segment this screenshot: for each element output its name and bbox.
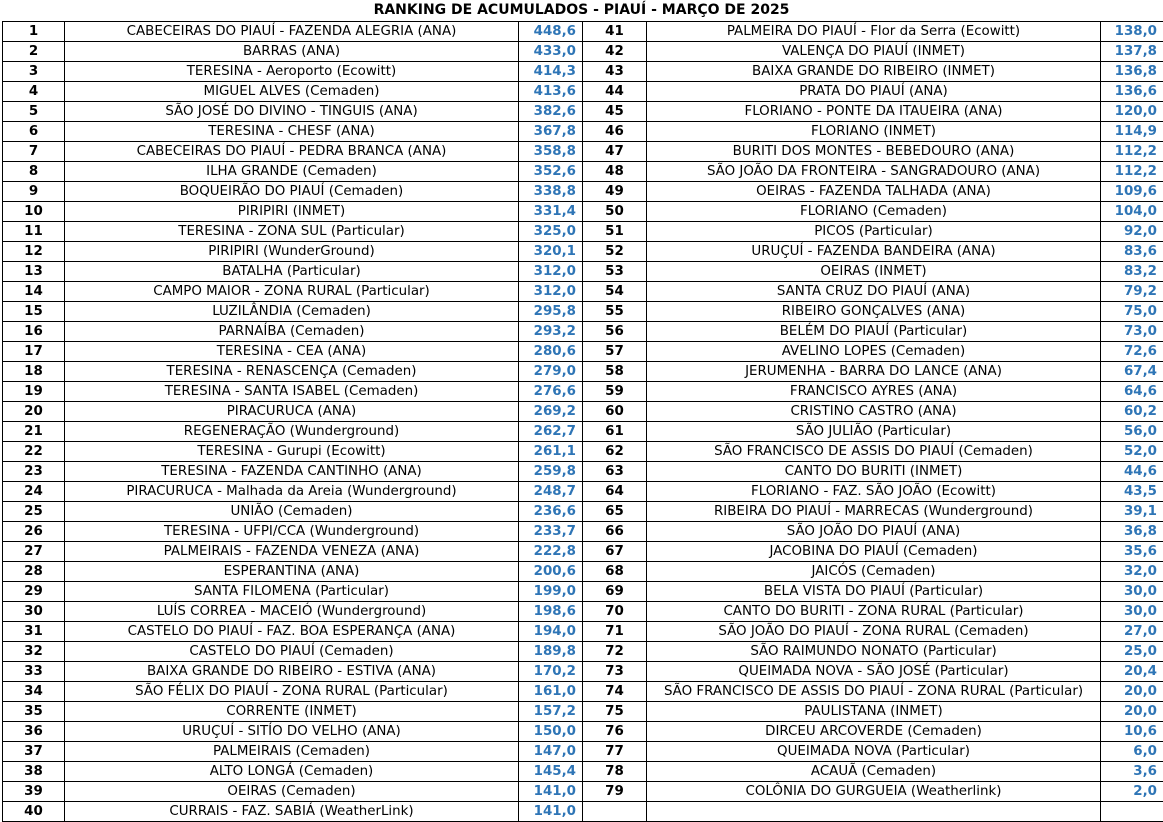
left-rank-cell: 11 xyxy=(3,222,65,242)
left-station-name-cell: TERESINA - Gurupi (Ecowitt) xyxy=(65,442,519,462)
right-rainfall-value-cell: 73,0 xyxy=(1101,322,1163,342)
left-rainfall-value-cell: 331,4 xyxy=(519,202,583,222)
left-rank-cell: 22 xyxy=(3,442,65,462)
left-station-name-cell: TERESINA - UFPI/CCA (Wunderground) xyxy=(65,522,519,542)
right-rainfall-value-cell: 30,0 xyxy=(1101,602,1163,622)
right-rank-cell: 67 xyxy=(583,542,647,562)
left-rank-cell: 28 xyxy=(3,562,65,582)
ranking-table-body xyxy=(3,22,1163,822)
left-rank-cell: 4 xyxy=(3,82,65,102)
right-rainfall-value-cell: 27,0 xyxy=(1101,622,1163,642)
table-row xyxy=(3,322,1163,342)
right-rank-cell: 52 xyxy=(583,242,647,262)
right-station-name-cell: ACAUÃ (Cemaden) xyxy=(647,762,1101,782)
left-rank-cell: 37 xyxy=(3,742,65,762)
right-station-name-cell: BURITI DOS MONTES - BEBEDOURO (ANA) xyxy=(647,142,1101,162)
left-station-name-cell: TERESINA - SANTA ISABEL (Cemaden) xyxy=(65,382,519,402)
left-rainfall-value-cell: 248,7 xyxy=(519,482,583,502)
table-row xyxy=(3,502,1163,522)
left-station-name-cell: PIRIPIRI (INMET) xyxy=(65,202,519,222)
right-station-name-cell: COLÔNIA DO GURGUEIA (Weatherlink) xyxy=(647,782,1101,802)
left-station-name-cell: CURRAIS - FAZ. SABIÁ (WeatherLink) xyxy=(65,802,519,822)
left-rank-cell: 15 xyxy=(3,302,65,322)
right-station-name-cell: RIBEIRA DO PIAUÍ - MARRECAS (Wunderground) xyxy=(647,502,1101,522)
left-station-name-cell: CASTELO DO PIAUÍ - FAZ. BOA ESPERANÇA (ANA) xyxy=(65,622,519,642)
right-rank-cell: 45 xyxy=(583,102,647,122)
left-rainfall-value-cell: 367,8 xyxy=(519,122,583,142)
left-rank-cell: 30 xyxy=(3,602,65,622)
right-rank-cell: 41 xyxy=(583,22,647,42)
left-station-name-cell: TERESINA - ZONA SUL (Particular) xyxy=(65,222,519,242)
right-station-name-cell: CRISTINO CASTRO (ANA) xyxy=(647,402,1101,422)
right-rainfall-value-cell: 64,6 xyxy=(1101,382,1163,402)
right-rank-cell: 57 xyxy=(583,342,647,362)
table-row xyxy=(3,82,1163,102)
left-rainfall-value-cell: 259,8 xyxy=(519,462,583,482)
left-station-name-cell: CAMPO MAIOR - ZONA RURAL (Particular) xyxy=(65,282,519,302)
left-rank-cell: 39 xyxy=(3,782,65,802)
left-rank-cell: 20 xyxy=(3,402,65,422)
table-row xyxy=(3,782,1163,802)
left-rainfall-value-cell: 320,1 xyxy=(519,242,583,262)
left-station-name-cell: ILHA GRANDE (Cemaden) xyxy=(65,162,519,182)
right-rank-cell: 74 xyxy=(583,682,647,702)
right-station-name-cell: JAICÓS (Cemaden) xyxy=(647,562,1101,582)
left-station-name-cell: PALMEIRAIS (Cemaden) xyxy=(65,742,519,762)
right-rank-cell: 42 xyxy=(583,42,647,62)
right-rainfall-value-cell: 120,0 xyxy=(1101,102,1163,122)
left-station-name-cell: BOQUEIRÃO DO PIAUÍ (Cemaden) xyxy=(65,182,519,202)
right-rainfall-value-cell: 79,2 xyxy=(1101,282,1163,302)
left-rainfall-value-cell: 233,7 xyxy=(519,522,583,542)
left-rainfall-value-cell: 280,6 xyxy=(519,342,583,362)
table-row xyxy=(3,442,1163,462)
left-rank-cell: 6 xyxy=(3,122,65,142)
right-rank-cell: 66 xyxy=(583,522,647,542)
left-rainfall-value-cell: 157,2 xyxy=(519,702,583,722)
left-rank-cell: 36 xyxy=(3,722,65,742)
right-rainfall-value-cell: 52,0 xyxy=(1101,442,1163,462)
left-station-name-cell: BARRAS (ANA) xyxy=(65,42,519,62)
left-rank-cell: 27 xyxy=(3,542,65,562)
right-station-name-cell: PALMEIRA DO PIAUÍ - Flor da Serra (Ecowitt) xyxy=(647,22,1101,42)
ranking-table xyxy=(2,21,1163,822)
right-rank-cell: 71 xyxy=(583,622,647,642)
left-station-name-cell: SÃO FÉLIX DO PIAUÍ - ZONA RURAL (Particular) xyxy=(65,682,519,702)
left-rank-cell: 19 xyxy=(3,382,65,402)
left-rank-cell: 13 xyxy=(3,262,65,282)
table-row xyxy=(3,662,1163,682)
right-rank-cell: 73 xyxy=(583,662,647,682)
right-rainfall-value-cell: 92,0 xyxy=(1101,222,1163,242)
right-rainfall-value-cell: 36,8 xyxy=(1101,522,1163,542)
right-rainfall-value-cell: 112,2 xyxy=(1101,162,1163,182)
left-rank-cell: 1 xyxy=(3,22,65,42)
left-rainfall-value-cell: 199,0 xyxy=(519,582,583,602)
left-rainfall-value-cell: 448,6 xyxy=(519,22,583,42)
right-rainfall-value-cell: 112,2 xyxy=(1101,142,1163,162)
left-station-name-cell: LUÍS CORREA - MACEIÓ (Wunderground) xyxy=(65,602,519,622)
left-rainfall-value-cell: 145,4 xyxy=(519,762,583,782)
left-rainfall-value-cell: 147,0 xyxy=(519,742,583,762)
left-station-name-cell: TERESINA - FAZENDA CANTINHO (ANA) xyxy=(65,462,519,482)
right-rainfall-value-cell: 136,6 xyxy=(1101,82,1163,102)
right-rank-cell: 51 xyxy=(583,222,647,242)
left-rainfall-value-cell: 222,8 xyxy=(519,542,583,562)
right-rainfall-value-cell: 104,0 xyxy=(1101,202,1163,222)
left-rank-cell: 35 xyxy=(3,702,65,722)
right-rank-cell: 58 xyxy=(583,362,647,382)
left-station-name-cell: URUÇUÍ - SITÍO DO VELHO (ANA) xyxy=(65,722,519,742)
left-rank-cell: 25 xyxy=(3,502,65,522)
left-rainfall-value-cell: 352,6 xyxy=(519,162,583,182)
left-rainfall-value-cell: 161,0 xyxy=(519,682,583,702)
right-rank-cell: 53 xyxy=(583,262,647,282)
table-row xyxy=(3,142,1163,162)
left-rank-cell: 31 xyxy=(3,622,65,642)
right-rainfall-value-cell: 20,0 xyxy=(1101,682,1163,702)
right-station-name-cell: SÃO JOÃO DA FRONTEIRA - SANGRADOURO (ANA) xyxy=(647,162,1101,182)
left-rainfall-value-cell: 269,2 xyxy=(519,402,583,422)
right-rainfall-value-cell: 3,6 xyxy=(1101,762,1163,782)
sheet-title: RANKING DE ACUMULADOS - PIAUÍ - MARÇO DE 2025 xyxy=(373,2,790,18)
left-station-name-cell: BATALHA (Particular) xyxy=(65,262,519,282)
right-rainfall-value-cell: 25,0 xyxy=(1101,642,1163,662)
right-rainfall-value-cell xyxy=(1101,802,1163,822)
left-station-name-cell: BAIXA GRANDE DO RIBEIRO - ESTIVA (ANA) xyxy=(65,662,519,682)
left-rainfall-value-cell: 170,2 xyxy=(519,662,583,682)
left-rainfall-value-cell: 433,0 xyxy=(519,42,583,62)
right-station-name-cell: JACOBINA DO PIAUÍ (Cemaden) xyxy=(647,542,1101,562)
left-rainfall-value-cell: 413,6 xyxy=(519,82,583,102)
left-rank-cell: 10 xyxy=(3,202,65,222)
right-rainfall-value-cell: 109,6 xyxy=(1101,182,1163,202)
right-station-name-cell: PICOS (Particular) xyxy=(647,222,1101,242)
left-rank-cell: 32 xyxy=(3,642,65,662)
left-rank-cell: 17 xyxy=(3,342,65,362)
left-rainfall-value-cell: 198,6 xyxy=(519,602,583,622)
right-rank-cell: 76 xyxy=(583,722,647,742)
right-station-name-cell: QUEIMADA NOVA (Particular) xyxy=(647,742,1101,762)
table-row xyxy=(3,222,1163,242)
left-rainfall-value-cell: 293,2 xyxy=(519,322,583,342)
left-rainfall-value-cell: 141,0 xyxy=(519,782,583,802)
left-rainfall-value-cell: 261,1 xyxy=(519,442,583,462)
left-station-name-cell: ESPERANTINA (ANA) xyxy=(65,562,519,582)
table-row xyxy=(3,302,1163,322)
left-rank-cell: 5 xyxy=(3,102,65,122)
left-rank-cell: 29 xyxy=(3,582,65,602)
table-row xyxy=(3,342,1163,362)
right-rainfall-value-cell: 56,0 xyxy=(1101,422,1163,442)
right-station-name-cell xyxy=(647,802,1101,822)
table-row xyxy=(3,762,1163,782)
right-station-name-cell: OEIRAS (INMET) xyxy=(647,262,1101,282)
left-rainfall-value-cell: 414,3 xyxy=(519,62,583,82)
right-station-name-cell: BELÉM DO PIAUÍ (Particular) xyxy=(647,322,1101,342)
right-rainfall-value-cell: 114,9 xyxy=(1101,122,1163,142)
right-rank-cell: 44 xyxy=(583,82,647,102)
left-rainfall-value-cell: 312,0 xyxy=(519,282,583,302)
left-station-name-cell: MIGUEL ALVES (Cemaden) xyxy=(65,82,519,102)
left-rainfall-value-cell: 382,6 xyxy=(519,102,583,122)
left-rank-cell: 34 xyxy=(3,682,65,702)
right-rank-cell: 68 xyxy=(583,562,647,582)
left-rank-cell: 26 xyxy=(3,522,65,542)
right-rank-cell: 79 xyxy=(583,782,647,802)
left-station-name-cell: TERESINA - RENASCENÇA (Cemaden) xyxy=(65,362,519,382)
left-station-name-cell: REGENERAÇÃO (Wunderground) xyxy=(65,422,519,442)
right-station-name-cell: VALENÇA DO PIAUÍ (INMET) xyxy=(647,42,1101,62)
right-station-name-cell: BELA VISTA DO PIAUÍ (Particular) xyxy=(647,582,1101,602)
left-rainfall-value-cell: 141,0 xyxy=(519,802,583,822)
right-rainfall-value-cell: 60,2 xyxy=(1101,402,1163,422)
right-rank-cell: 64 xyxy=(583,482,647,502)
left-rank-cell: 2 xyxy=(3,42,65,62)
left-rainfall-value-cell: 312,0 xyxy=(519,262,583,282)
right-rainfall-value-cell: 35,6 xyxy=(1101,542,1163,562)
right-station-name-cell: RIBEIRO GONÇALVES (ANA) xyxy=(647,302,1101,322)
left-station-name-cell: TERESINA - Aeroporto (Ecowitt) xyxy=(65,62,519,82)
right-rank-cell: 77 xyxy=(583,742,647,762)
right-station-name-cell: SÃO JOÃO DO PIAUÍ - ZONA RURAL (Cemaden) xyxy=(647,622,1101,642)
left-rank-cell: 21 xyxy=(3,422,65,442)
table-row xyxy=(3,42,1163,62)
left-station-name-cell: PALMEIRAIS - FAZENDA VENEZA (ANA) xyxy=(65,542,519,562)
right-station-name-cell: OEIRAS - FAZENDA TALHADA (ANA) xyxy=(647,182,1101,202)
right-station-name-cell: CANTO DO BURITI (INMET) xyxy=(647,462,1101,482)
left-rank-cell: 33 xyxy=(3,662,65,682)
right-station-name-cell: JERUMENHA - BARRA DO LANCE (ANA) xyxy=(647,362,1101,382)
right-rank-cell: 46 xyxy=(583,122,647,142)
right-rainfall-value-cell: 2,0 xyxy=(1101,782,1163,802)
right-rainfall-value-cell: 39,1 xyxy=(1101,502,1163,522)
right-rainfall-value-cell: 72,6 xyxy=(1101,342,1163,362)
right-station-name-cell: FLORIANO (INMET) xyxy=(647,122,1101,142)
right-rank-cell: 49 xyxy=(583,182,647,202)
left-rank-cell: 18 xyxy=(3,362,65,382)
table-row xyxy=(3,722,1163,742)
table-row xyxy=(3,382,1163,402)
right-rainfall-value-cell: 30,0 xyxy=(1101,582,1163,602)
right-station-name-cell: AVELINO LOPES (Cemaden) xyxy=(647,342,1101,362)
right-rainfall-value-cell: 138,0 xyxy=(1101,22,1163,42)
right-rainfall-value-cell: 44,6 xyxy=(1101,462,1163,482)
right-rank-cell: 56 xyxy=(583,322,647,342)
right-rainfall-value-cell: 43,5 xyxy=(1101,482,1163,502)
left-rainfall-value-cell: 236,6 xyxy=(519,502,583,522)
table-row xyxy=(3,482,1163,502)
right-rank-cell: 59 xyxy=(583,382,647,402)
left-station-name-cell: ALTO LONGÁ (Cemaden) xyxy=(65,762,519,782)
table-row xyxy=(3,122,1163,142)
right-rainfall-value-cell: 83,6 xyxy=(1101,242,1163,262)
table-row xyxy=(3,702,1163,722)
right-rainfall-value-cell: 32,0 xyxy=(1101,562,1163,582)
right-rank-cell xyxy=(583,802,647,822)
table-row xyxy=(3,282,1163,302)
right-rank-cell: 47 xyxy=(583,142,647,162)
right-rank-cell: 48 xyxy=(583,162,647,182)
left-station-name-cell: SANTA FILOMENA (Particular) xyxy=(65,582,519,602)
table-row xyxy=(3,182,1163,202)
right-station-name-cell: SÃO JOÃO DO PIAUÍ (ANA) xyxy=(647,522,1101,542)
right-rank-cell: 60 xyxy=(583,402,647,422)
left-rainfall-value-cell: 262,7 xyxy=(519,422,583,442)
right-rank-cell: 75 xyxy=(583,702,647,722)
left-rank-cell: 9 xyxy=(3,182,65,202)
left-rank-cell: 23 xyxy=(3,462,65,482)
table-row xyxy=(3,582,1163,602)
right-rainfall-value-cell: 83,2 xyxy=(1101,262,1163,282)
right-station-name-cell: SÃO FRANCISCO DE ASSIS DO PIAUÍ - ZONA RURAL (Particular) xyxy=(647,682,1101,702)
right-rank-cell: 63 xyxy=(583,462,647,482)
right-station-name-cell: FLORIANO (Cemaden) xyxy=(647,202,1101,222)
right-station-name-cell: FRANCISCO AYRES (ANA) xyxy=(647,382,1101,402)
left-station-name-cell: PIRACURUCA (ANA) xyxy=(65,402,519,422)
right-station-name-cell: SÃO RAIMUNDO NONATO (Particular) xyxy=(647,642,1101,662)
table-row xyxy=(3,542,1163,562)
right-rank-cell: 50 xyxy=(583,202,647,222)
right-rank-cell: 69 xyxy=(583,582,647,602)
right-rank-cell: 72 xyxy=(583,642,647,662)
left-rank-cell: 14 xyxy=(3,282,65,302)
left-station-name-cell: OEIRAS (Cemaden) xyxy=(65,782,519,802)
table-row xyxy=(3,22,1163,42)
right-rainfall-value-cell: 67,4 xyxy=(1101,362,1163,382)
left-rainfall-value-cell: 150,0 xyxy=(519,722,583,742)
table-row xyxy=(3,162,1163,182)
right-station-name-cell: BAIXA GRANDE DO RIBEIRO (INMET) xyxy=(647,62,1101,82)
table-row xyxy=(3,402,1163,422)
right-rank-cell: 54 xyxy=(583,282,647,302)
left-rainfall-value-cell: 279,0 xyxy=(519,362,583,382)
left-rainfall-value-cell: 189,8 xyxy=(519,642,583,662)
right-rainfall-value-cell: 10,6 xyxy=(1101,722,1163,742)
right-rainfall-value-cell: 20,4 xyxy=(1101,662,1163,682)
left-station-name-cell: TERESINA - CHESF (ANA) xyxy=(65,122,519,142)
left-station-name-cell: PARNAÍBA (Cemaden) xyxy=(65,322,519,342)
left-station-name-cell: TERESINA - CEA (ANA) xyxy=(65,342,519,362)
left-station-name-cell: CORRENTE (INMET) xyxy=(65,702,519,722)
right-station-name-cell: PAULISTANA (INMET) xyxy=(647,702,1101,722)
right-rainfall-value-cell: 137,8 xyxy=(1101,42,1163,62)
left-rank-cell: 12 xyxy=(3,242,65,262)
right-station-name-cell: CANTO DO BURITI - ZONA RURAL (Particular) xyxy=(647,602,1101,622)
right-rank-cell: 62 xyxy=(583,442,647,462)
left-station-name-cell: SÃO JOSÉ DO DIVINO - TINGUIS (ANA) xyxy=(65,102,519,122)
right-rainfall-value-cell: 75,0 xyxy=(1101,302,1163,322)
left-rank-cell: 40 xyxy=(3,802,65,822)
left-station-name-cell: LUZILÂNDIA (Cemaden) xyxy=(65,302,519,322)
left-rank-cell: 38 xyxy=(3,762,65,782)
right-rainfall-value-cell: 20,0 xyxy=(1101,702,1163,722)
table-row xyxy=(3,802,1163,822)
table-row xyxy=(3,102,1163,122)
left-station-name-cell: CABECEIRAS DO PIAUÍ - PEDRA BRANCA (ANA) xyxy=(65,142,519,162)
table-row xyxy=(3,422,1163,442)
left-station-name-cell: PIRACURUCA - Malhada da Areia (Wunderground) xyxy=(65,482,519,502)
left-rank-cell: 8 xyxy=(3,162,65,182)
table-row xyxy=(3,602,1163,622)
table-row xyxy=(3,362,1163,382)
right-station-name-cell: SANTA CRUZ DO PIAUÍ (ANA) xyxy=(647,282,1101,302)
table-row xyxy=(3,522,1163,542)
right-rank-cell: 65 xyxy=(583,502,647,522)
table-row xyxy=(3,742,1163,762)
left-rainfall-value-cell: 194,0 xyxy=(519,622,583,642)
right-rank-cell: 55 xyxy=(583,302,647,322)
right-station-name-cell: PRATA DO PIAUÍ (ANA) xyxy=(647,82,1101,102)
right-station-name-cell: QUEIMADA NOVA - SÃO JOSÉ (Particular) xyxy=(647,662,1101,682)
left-rainfall-value-cell: 325,0 xyxy=(519,222,583,242)
left-station-name-cell: CABECEIRAS DO PIAUÍ - FAZENDA ALEGRIA (ANA) xyxy=(65,22,519,42)
left-station-name-cell: UNIÃO (Cemaden) xyxy=(65,502,519,522)
left-rainfall-value-cell: 295,8 xyxy=(519,302,583,322)
table-row xyxy=(3,262,1163,282)
right-rank-cell: 70 xyxy=(583,602,647,622)
table-row xyxy=(3,622,1163,642)
table-row xyxy=(3,62,1163,82)
right-rank-cell: 61 xyxy=(583,422,647,442)
left-rank-cell: 16 xyxy=(3,322,65,342)
table-row xyxy=(3,642,1163,662)
left-station-name-cell: PIRIPIRI (WunderGround) xyxy=(65,242,519,262)
right-station-name-cell: SÃO JULIÃO (Particular) xyxy=(647,422,1101,442)
right-rainfall-value-cell: 136,8 xyxy=(1101,62,1163,82)
left-rank-cell: 7 xyxy=(3,142,65,162)
left-rainfall-value-cell: 200,6 xyxy=(519,562,583,582)
left-rainfall-value-cell: 276,6 xyxy=(519,382,583,402)
left-rainfall-value-cell: 358,8 xyxy=(519,142,583,162)
right-station-name-cell: SÃO FRANCISCO DE ASSIS DO PIAUÍ (Cemaden) xyxy=(647,442,1101,462)
right-station-name-cell: FLORIANO - PONTE DA ITAUEIRA (ANA) xyxy=(647,102,1101,122)
right-rank-cell: 43 xyxy=(583,62,647,82)
left-rank-cell: 24 xyxy=(3,482,65,502)
right-station-name-cell: DIRCEU ARCOVERDE (Cemaden) xyxy=(647,722,1101,742)
table-row xyxy=(3,242,1163,262)
table-row xyxy=(3,682,1163,702)
right-rank-cell: 78 xyxy=(583,762,647,782)
table-row xyxy=(3,202,1163,222)
right-station-name-cell: FLORIANO - FAZ. SÃO JOÃO (Ecowitt) xyxy=(647,482,1101,502)
left-rank-cell: 3 xyxy=(3,62,65,82)
table-row xyxy=(3,562,1163,582)
left-station-name-cell: CASTELO DO PIAUÍ (Cemaden) xyxy=(65,642,519,662)
table-row xyxy=(3,462,1163,482)
left-rainfall-value-cell: 338,8 xyxy=(519,182,583,202)
right-station-name-cell: URUÇUÍ - FAZENDA BANDEIRA (ANA) xyxy=(647,242,1101,262)
right-rainfall-value-cell: 6,0 xyxy=(1101,742,1163,762)
